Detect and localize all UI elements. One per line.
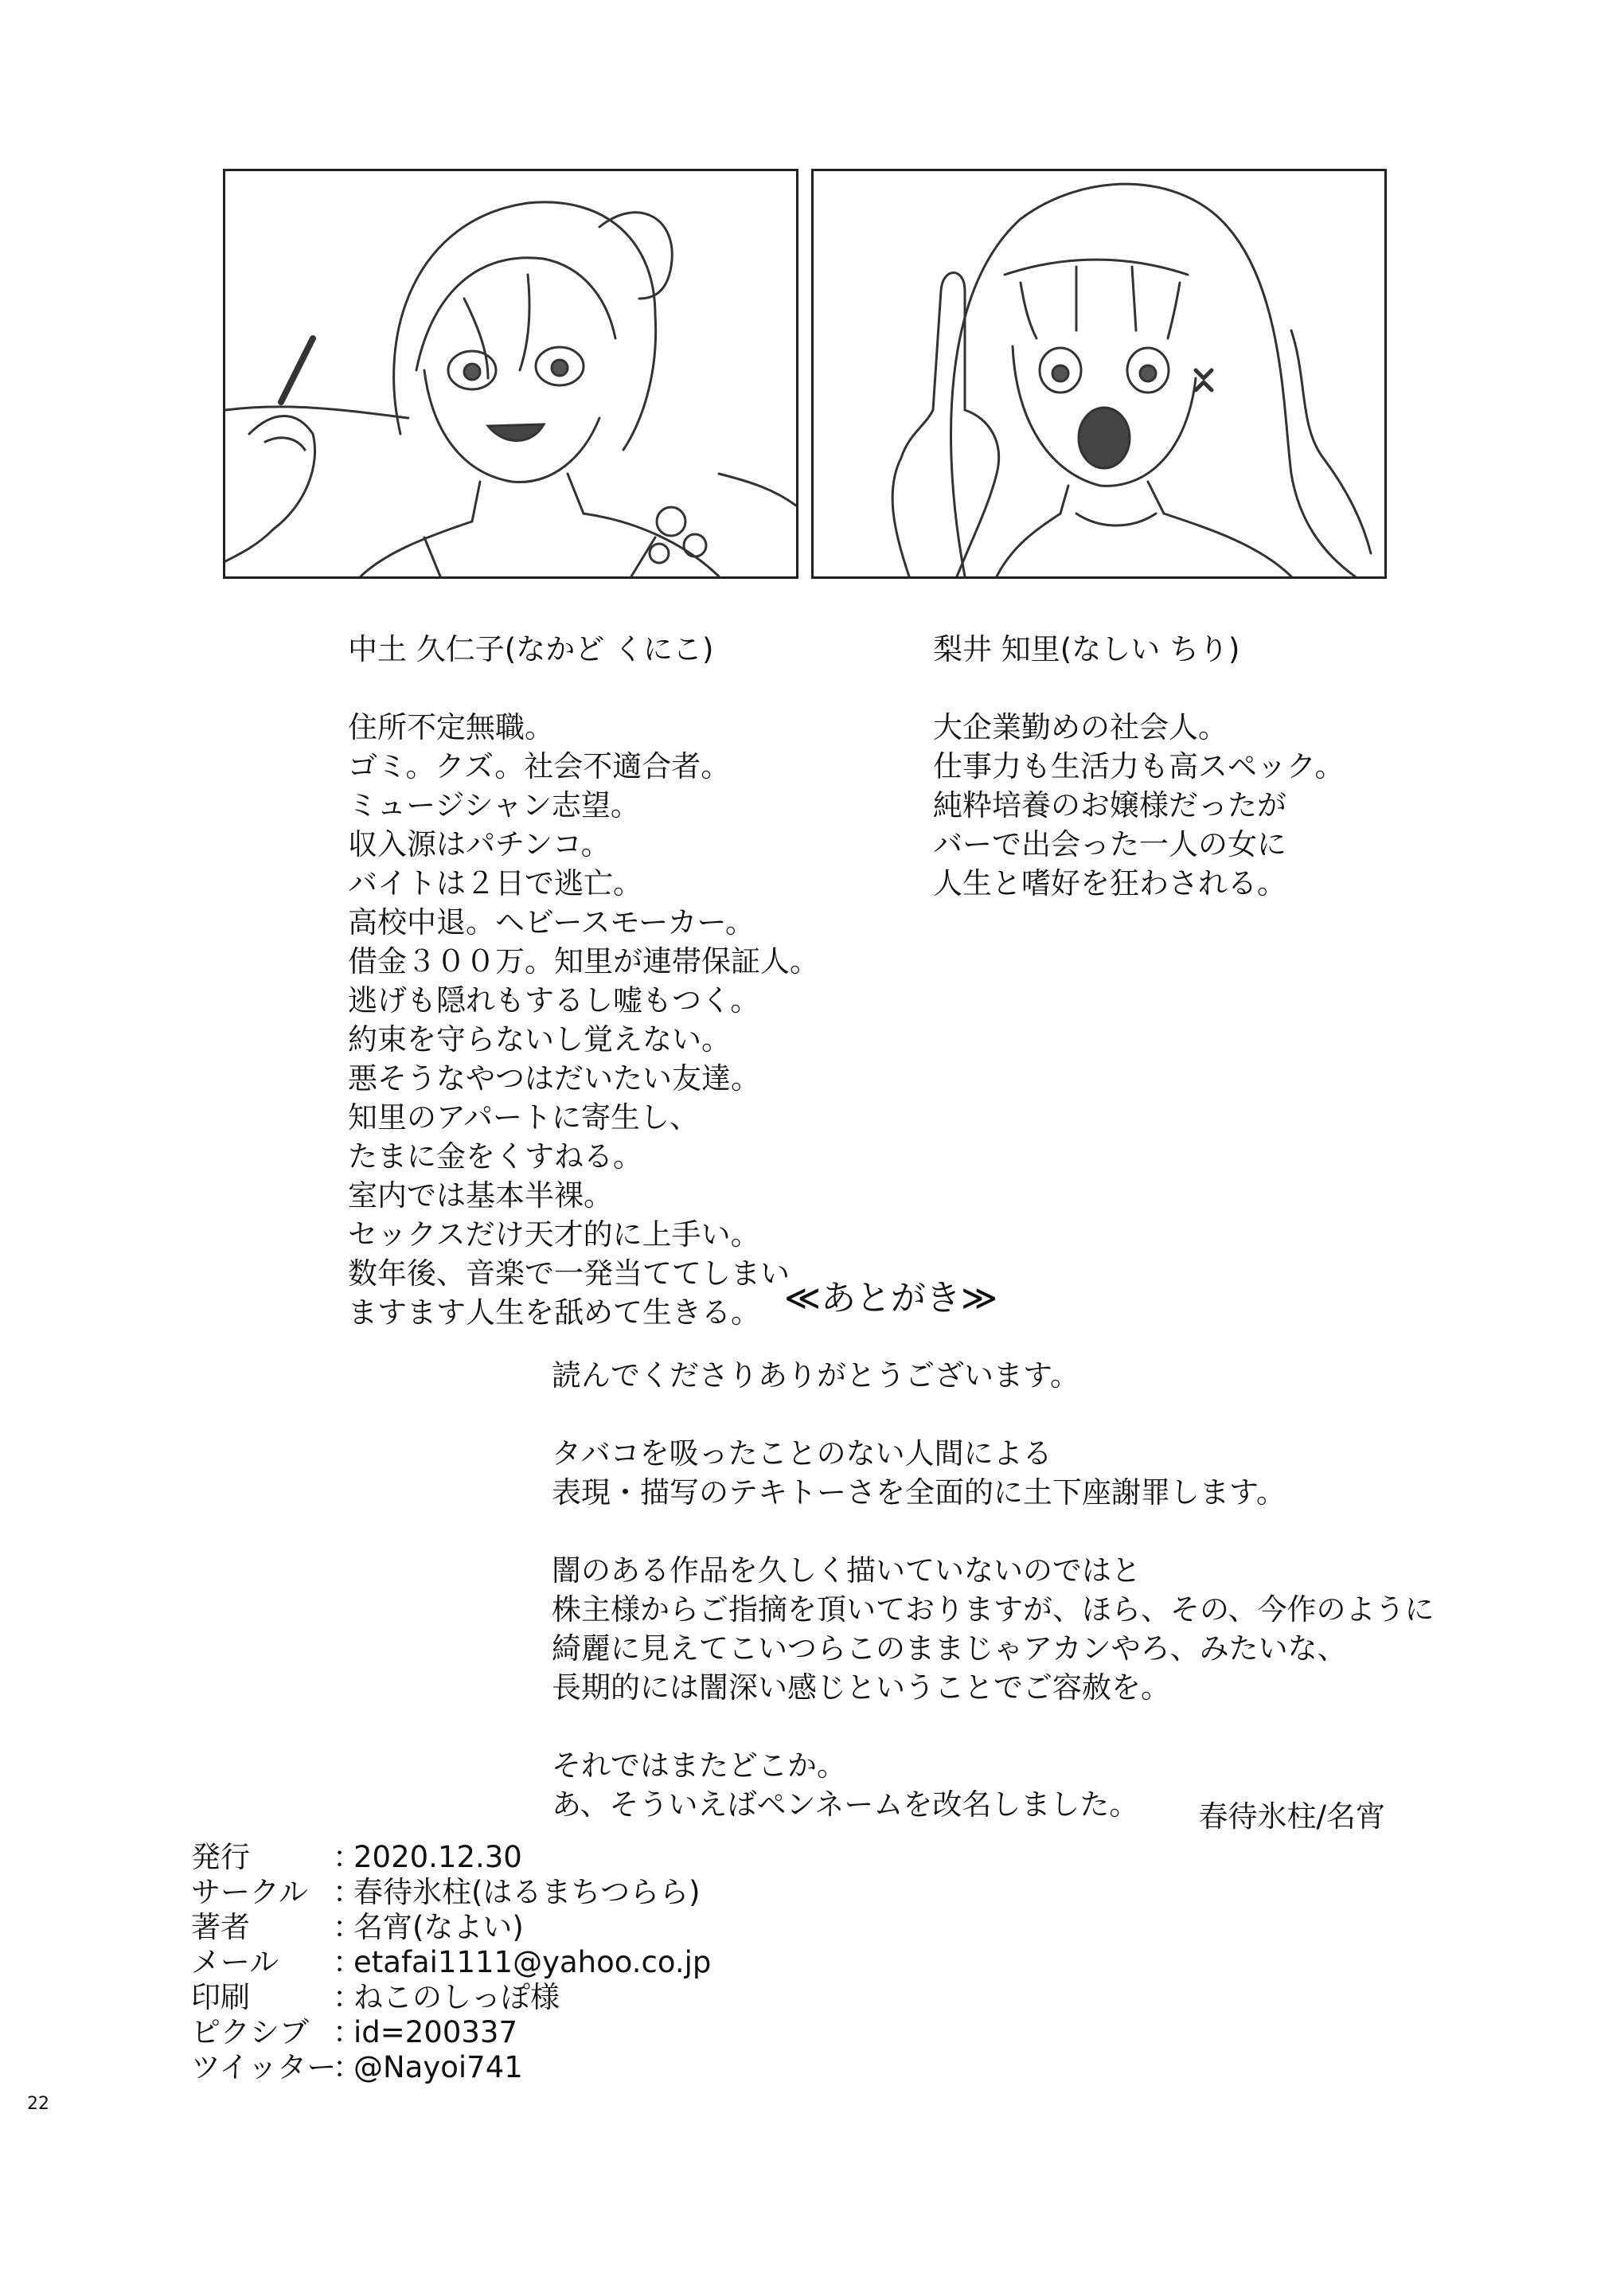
illustration-kuniko <box>223 169 798 579</box>
character-name: 梨井 知里(なしい ちり) <box>933 632 1240 666</box>
colophon-separator: ： <box>333 2015 362 2049</box>
kuniko-drawing <box>225 171 796 576</box>
illustration-chiri <box>811 169 1387 579</box>
profile-line: 高校中退。ヘビースモーカー。 <box>348 905 755 939</box>
colophon-separator: ： <box>333 1875 362 1909</box>
colophon <box>191 1840 711 2085</box>
colophon-row <box>191 1945 711 1980</box>
afterword-line: 長期的には闇深い感じということでご容赦を。 <box>552 1670 1170 1705</box>
profile-line: 数年後、音楽で一発当ててしまい <box>348 1256 790 1291</box>
colophon-row <box>191 1980 711 2015</box>
profile-line: 収入源はパチンコ。 <box>348 827 611 861</box>
colophon-separator: ： <box>333 1910 362 1944</box>
colophon-key: メール <box>191 1945 279 1979</box>
profile-line: バーで出会った一人の女に <box>933 827 1286 861</box>
profile-line: ますます人生を舐めて生きる。 <box>348 1295 760 1330</box>
character-profile-kuniko <box>348 630 819 1332</box>
profile-line: たまに金をくすねる。 <box>348 1139 642 1174</box>
afterword-line: タバコを吸ったことのない人間による <box>552 1436 1052 1471</box>
character-profile-chiri <box>933 630 1345 903</box>
afterword-line: あ、そういえばペンネームを改名しました。 <box>552 1787 1139 1822</box>
colophon-separator: ： <box>333 2050 362 2084</box>
profile-line: ゴミ。クズ。社会不適合者。 <box>348 749 731 783</box>
profile-line: 室内では基本半裸。 <box>348 1178 613 1213</box>
colophon-separator: ： <box>333 1945 362 1979</box>
colophon-row <box>191 1910 711 1945</box>
colophon-value: 名宵(なよい) <box>353 1910 524 1944</box>
profile-line: ミュージシャン志望。 <box>348 788 640 822</box>
profile-line: 悪そうなやつはだいたい友達。 <box>348 1061 760 1096</box>
afterword-line: 読んでくださりありがとうございます。 <box>552 1358 1080 1393</box>
profile-line: 仕事力も生活力も高スペック。 <box>933 749 1345 783</box>
colophon-key: 印刷 <box>191 1980 250 2014</box>
colophon-key: サークル <box>191 1875 308 1909</box>
profile-line: 大企業勤めの社会人。 <box>933 710 1228 744</box>
profile-line: 借金３００万。知里が連帯保証人。 <box>348 944 819 979</box>
page-number: 22 <box>27 2094 49 2114</box>
colophon-value: ねこのしっぽ様 <box>353 1980 560 2014</box>
afterword-signature: 春待氷柱/名宵 <box>1198 1799 1385 1834</box>
profile-line: 住所不定無職。 <box>348 710 554 744</box>
colophon-value: @Nayoi741 <box>353 2050 523 2084</box>
profile-line: 約束を守らないし覚えない。 <box>348 1022 731 1057</box>
colophon-key: ピクシブ <box>191 2015 309 2049</box>
colophon-value: 2020.12.30 <box>353 1840 522 1874</box>
profile-line: 純粋培養のお嬢様だったが <box>933 788 1286 822</box>
afterword-line: 綺麗に見えてこいつらこのままじゃアカンやろ、みたいな、 <box>552 1631 1347 1666</box>
afterword-body <box>552 1356 1435 1824</box>
colophon-email: etafai1111@yahoo.co.jp <box>353 1945 712 1979</box>
profile-line: 知里のアパートに寄生し、 <box>348 1100 700 1135</box>
colophon-row <box>191 1840 711 1875</box>
colophon-key: 発行 <box>191 1840 250 1874</box>
profile-line: 逃げも隠れもするし嘘もつく。 <box>348 983 760 1018</box>
afterword-title: ≪あとがき≫ <box>784 1278 998 1318</box>
character-name: 中土 久仁子(なかど くにこ) <box>348 632 714 666</box>
colophon-row <box>191 2015 711 2050</box>
colophon-row <box>191 2050 711 2085</box>
afterword-line: 株主様からご指摘を頂いておりますが、ほら、その、今作のように <box>552 1592 1435 1627</box>
colophon-value: id=200337 <box>353 2015 518 2049</box>
chiri-drawing <box>814 171 1384 576</box>
colophon-separator: ： <box>333 1840 362 1874</box>
afterword-line: 表現・描写のテキトーさを全面的に土下座謝罪します。 <box>552 1475 1286 1510</box>
afterword-line: 闇のある作品を久しく描いていないのではと <box>552 1553 1141 1588</box>
profile-line: バイトは２日で逃亡。 <box>348 866 642 900</box>
colophon-value: 春待氷柱(はるまちつらら) <box>353 1875 701 1909</box>
profile-line: セックスだけ天才的に上手い。 <box>348 1217 760 1252</box>
colophon-row <box>191 1875 711 1910</box>
profile-line: 人生と嗜好を狂わされる。 <box>933 866 1286 900</box>
colophon-key: 著者 <box>191 1910 250 1944</box>
colophon-separator: ： <box>333 1980 362 2014</box>
colophon-key: ツイッター <box>191 2050 337 2084</box>
afterword-line: それではまたどこか。 <box>552 1748 846 1783</box>
